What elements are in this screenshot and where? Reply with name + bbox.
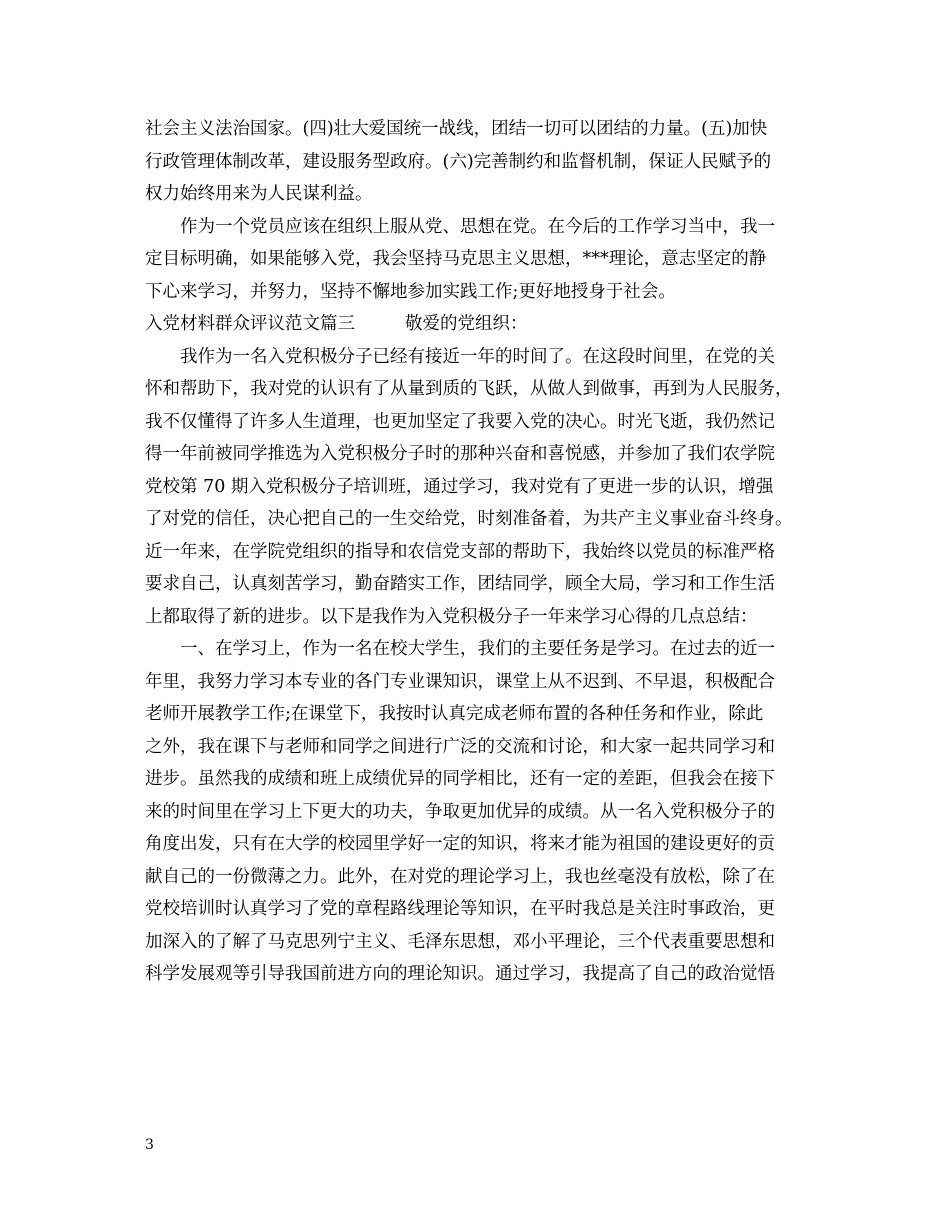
text-line: 了对党的信任，决心把自己的一生交给党，时刻准备着，为共产主义事业奋斗终身。 xyxy=(145,509,793,529)
text-line: 怀和帮助下，我对党的认识有了从量到质的飞跃，从做人到做事，再到为人民服务， xyxy=(145,379,793,399)
text-line: 定目标明确，如果能够入党，我会坚持马克思主义思想，***理论，意志坚定的静 xyxy=(145,249,767,269)
text-line: 党校培训时认真学习了党的章程路线理论等知识，在平时我总是关注时事政治，更 xyxy=(145,899,775,919)
text-line: 加深入的了解了马克思列宁主义、毛泽东思想，邓小平理论，三个代表重要思想和 xyxy=(145,931,775,952)
section-heading: 入党材料群众评议范文篇三 xyxy=(145,314,355,334)
text-line: 科学发展观等引导我国前进方向的理论知识。通过学习，我提高了自己的政治觉悟 xyxy=(145,964,775,984)
text-line: 角度出发，只有在大学的校园里学好一定的知识，将来才能为祖国的建设更好的贡 xyxy=(145,834,775,854)
body-text xyxy=(145,113,810,991)
text-line: 得一年前被同学推选为入党积极分子时的那种兴奋和喜悦感，并参加了我们农学院 xyxy=(145,444,775,464)
text-line: 我不仅懂得了许多人生道理，也更加坚定了我要入党的决心。时光飞逝，我仍然记 xyxy=(145,411,775,432)
paragraph-start-line: 我作为一名入党积极分子已经有接近一年的时间了。在这段时间里，在党的关 xyxy=(180,346,775,367)
text-line: 来的时间里在学习上下更大的功夫，争取更加优异的成绩。从一名入党积极分子的 xyxy=(145,801,775,822)
text-line: 年里，我努力学习本专业的各门专业课知识，课堂上从不迟到、不早退，积极配合 xyxy=(145,671,775,692)
salutation: 敬爱的党组织： xyxy=(405,314,528,334)
text-line: 老师开展教学工作;在课堂下，我按时认真完成老师布置的各种任务和作业，除此 xyxy=(145,704,764,724)
text-line: 上都取得了新的进步。以下是我作为入党积极分子一年来学习心得的几点总结： xyxy=(145,606,758,627)
text-line: 党校第 70 期入党积极分子培训班，通过学习，我对党有了更进一步的认识，增强 xyxy=(145,476,774,497)
page-number: 3 xyxy=(145,1137,154,1153)
text-line: 下心来学习，并努力，坚持不懈地参加实践工作;更好地授身于社会。 xyxy=(145,281,676,302)
text-line: 社会主义法治国家。(四)壮大爱国统一战线，团结一切可以团结的力量。(五)加快 xyxy=(145,119,768,139)
paragraph-start-line: 作为一个党员应该在组织上服从党、思想在党。在今后的工作学习当中，我一 xyxy=(180,216,775,237)
text-line: 之外，我在课下与老师和同学之间进行广泛的交流和讨论，和大家一起共同学习和 xyxy=(145,736,775,757)
text-line: 献自己的一份微薄之力。此外，在对党的理论学习上，我也丝毫没有放松，除了在 xyxy=(145,866,775,887)
text-line: 行政管理体制改革，建设服务型政府。(六)完善制约和监督机制，保证人民赋予的 xyxy=(145,151,772,172)
paragraph-start-line: 一、在学习上，作为一名在校大学生，我们的主要任务是学习。在过去的近一 xyxy=(180,639,775,659)
section-heading-line xyxy=(145,308,810,341)
text-line: 权力始终用来为人民谋利益。 xyxy=(145,184,373,204)
text-line: 进步。虽然我的成绩和班上成绩优异的同学相比，还有一定的差距，但我会在接下 xyxy=(145,769,775,789)
text-line: 近一年来，在学院党组织的指导和农信党支部的帮助下，我始终以党员的标准严格 xyxy=(145,541,775,562)
text-line: 要求自己，认真刻苦学习，勤奋踏实工作，团结同学，顾全大局，学习和工作生活 xyxy=(145,574,775,594)
